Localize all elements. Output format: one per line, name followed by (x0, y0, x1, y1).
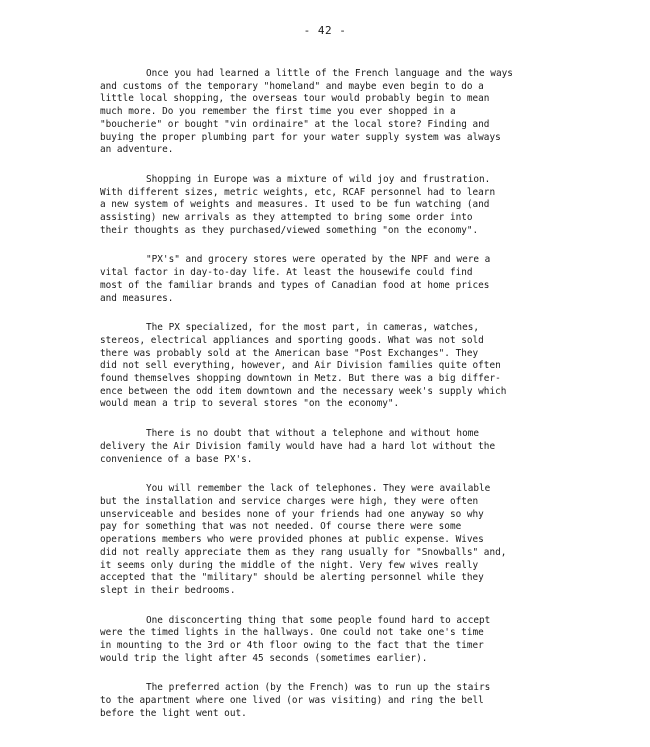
paragraph-french-language: Once you had learned a little of the French language and the ways and customs of the temporary "homeland" and maybe even begin to do a little local shopping, the overseas tour would probably begin to mean much more. Do you remember the first time you ever shopped in a "boucherie" or bought "vin ordinaire" at the local store? Finding and buying the proper plumbing part for your water supply system was always an adventure. (100, 68, 513, 156)
paragraph-shopping-europe: Shopping in Europe was a mixture of wild joy and frustration. With different sizes, metric weights, etc, RCAF personnel had to learn a new system of weights and measures. It used to be fun watching (and assisting) new arrivals as they attempted to bring some order into their thoughts as they purchased/viewed something "on the economy". (100, 173, 496, 236)
paragraph-lack-of-telephones: You will remember the lack of telephones. They were available but the installation and service charges were high, they were often unserviceable and besides none of your friends had one anyway so why pay for something that was not needed. Of course there were some operations members who were provided phones at public expense. Wives did not really appreciate them as they rang usually for "Snowballs" and, it seems only during the middle of the night. Very few wives really accepted that the "military" should be alerting personnel while they slept in their bedrooms. (100, 483, 507, 596)
document-body (100, 68, 570, 738)
paragraph-preferred-action: The preferred action (by the French) was to run up the stairs to the apartment where one lived (or was visiting) and ring the bell before the light went out. (100, 682, 491, 719)
paragraph-telephone-delivery: There is no doubt that without a telephone and without home delivery the Air Division family would have had a hard lot without the convenience of a base PX's. (100, 428, 496, 465)
paragraph-px-specialized: The PX specialized, for the most part, in cameras, watches, stereos, electrical appliances and sporting goods. What was not sold there was probably sold at the American base "Post Exchanges". They did not sell everything, however, and Air Division families quite often found themselves shopping downtown in Metz. But there was a big differ- ence between the odd item downtown and the necessary week's supply which would mean a trip to several stores "on the economy". (100, 322, 507, 410)
page-number: - 42 - (303, 24, 347, 37)
paragraph-px-grocery: "PX's" and grocery stores were operated by the NPF and were a vital factor in day-to-day life. At least the housewife could find most of the familiar brands and types of Canadian food at home prices and measures. (100, 254, 491, 304)
paragraph-timed-lights: One disconcerting thing that some people found hard to accept were the timed lights in the hallways. One could not take one's time in mounting to the 3rd or 4th floor owing to the fact that the timer would trip the light after 45 seconds (sometimes earlier). (100, 614, 491, 664)
